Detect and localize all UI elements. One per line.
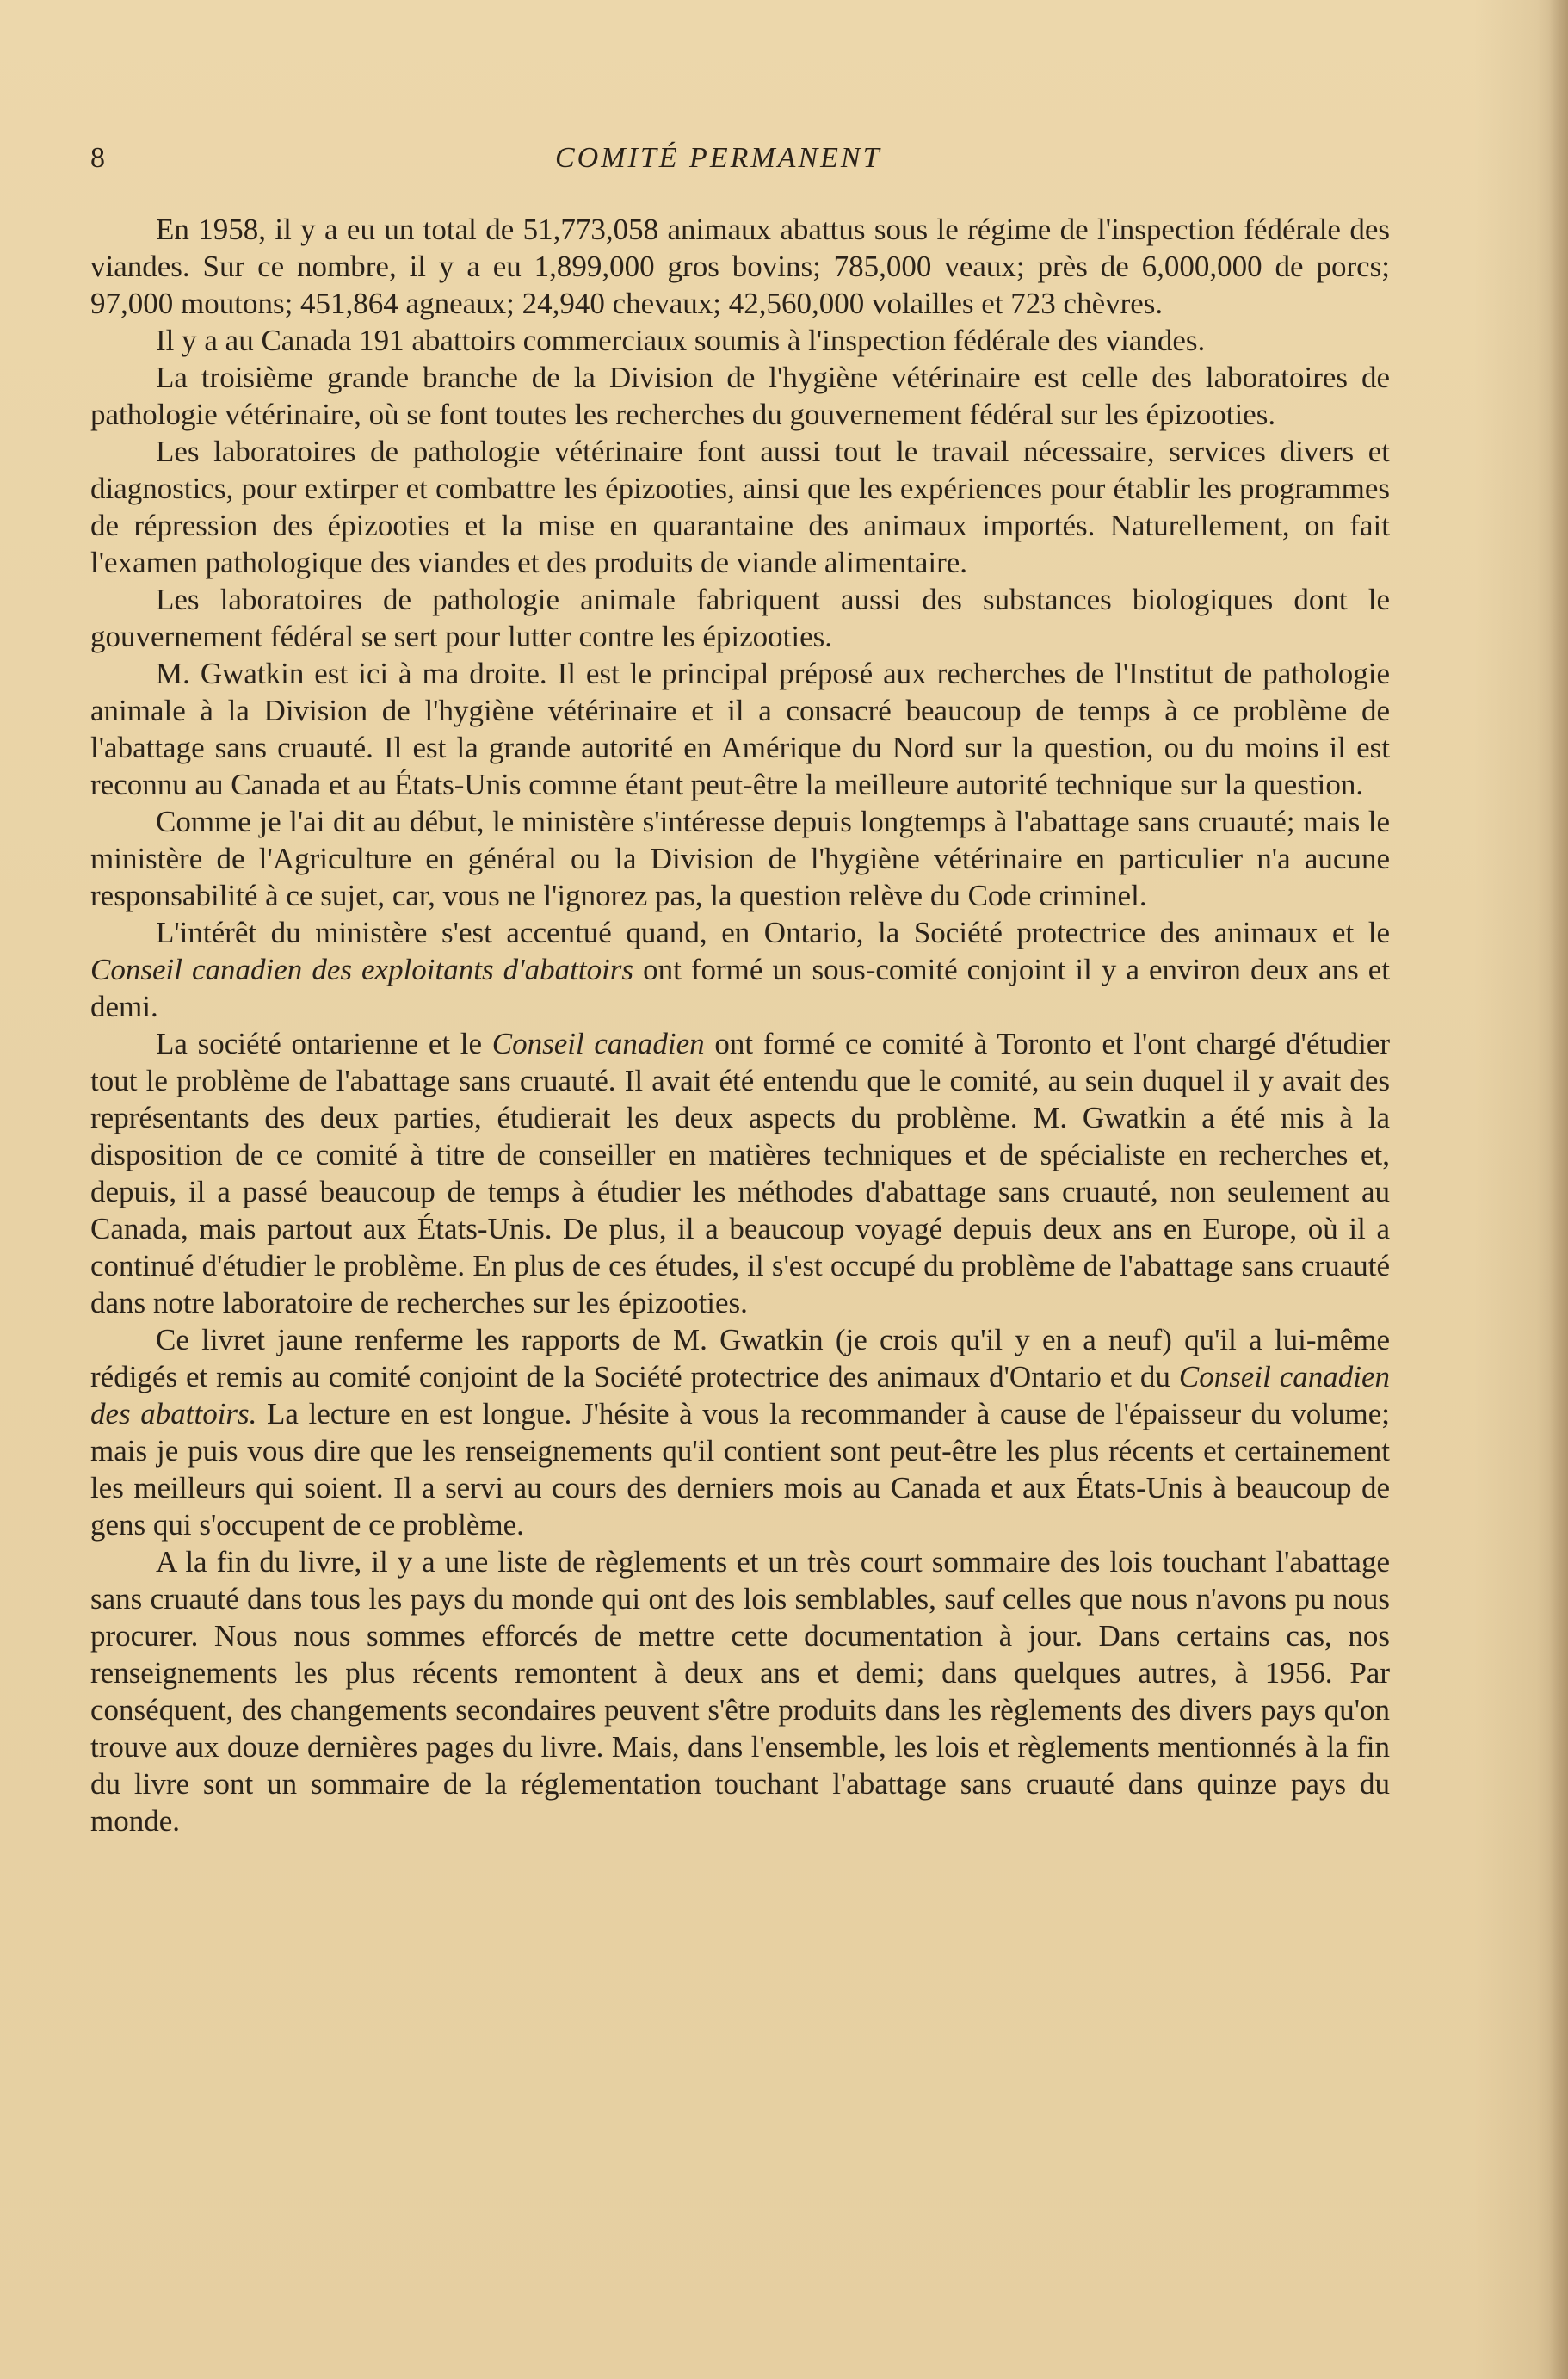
paragraph-text: Ce livret jaune renferme les rapports de M. Gwatkin (je crois qu'il y en a neuf) qu'il a lui-même rédigés et remis au comité conjoint de la Société protectrice des animaux d'Ontario et du bbox=[90, 1323, 1390, 1393]
paragraph: En 1958, il y a eu un total de 51,773,058 animaux abattus sous le régime de l'inspection fédérale des viandes. Sur ce nombre, il y a eu 1,899,000 gros bovins; 785,000 veaux; près de 6,000,000 de porcs; 97,000 moutons; 451,864 agneaux; 24,940 chevaux; 42,560,000 volailles et 723 chèvres. bbox=[90, 213, 1390, 320]
paragraph: Les laboratoires de pathologie vétérinaire font aussi tout le travail nécessaire, services divers et diagnostics, pour extirper et combattre les épizooties, ainsi que les expériences pour établir les programmes de répression des épizooties et la mise en quarantaine des animaux importés. Naturellement, on fait l'examen pathologique des viandes et des produits de viande alimentaire. bbox=[90, 435, 1390, 579]
paragraph: Il y a au Canada 191 abattoirs commerciaux soumis à l'inspection fédérale des viandes. bbox=[156, 324, 1206, 357]
paragraph bbox=[90, 914, 1390, 1025]
page-header bbox=[90, 142, 1381, 185]
paragraph bbox=[90, 1321, 1390, 1543]
paragraph-text: ont formé un sous-comité conjoint il y a environ deux ans et demi. bbox=[90, 953, 1390, 1023]
paragraph: Les laboratoires de pathologie animale fabriquent aussi des substances biologiques dont le gouvernement fédéral se sert pour lutter contre les épizooties. bbox=[90, 583, 1390, 653]
paragraph-text: La société ontarienne et le bbox=[156, 1027, 492, 1060]
paragraph-text: ont formé ce comité à Toronto et l'ont chargé d'étudier tout le problème de l'abattage sans cruauté. Il avait été entendu que le comité, au sein duquel il y avait des représentants des deux parties, étudierait les deux aspects du problème. M. Gwatkin a été mis à la disposition de ce comité à titre de conseiller en matières techniques et de spécialiste en recherches et, depuis, il a passé beaucoup de temps à étudier les méthodes d'abattage sans cruauté, non seulement au Canada, mais partout aux États-Unis. De plus, il a beaucoup voyagé depuis deux ans en Europe, où il a continué d'étudier le problème. En plus de ces études, il s'est occupé du problème de l'abattage sans cruauté dans notre laboratoire de recherches sur les épizooties. bbox=[90, 1027, 1390, 1319]
paragraph: M. Gwatkin est ici à ma droite. Il est le principal préposé aux recherches de l'Institut de pathologie animale à la Division de l'hygiène vétérinaire et il a consacré beaucoup de temps à ce problème de l'abattage sans cruauté. Il est la grande autorité en Amérique du Nord sur la question, ou du moins il est reconnu au Canada et au États-Unis comme étant peut-être la meilleure autorité technique sur la question. bbox=[90, 657, 1390, 801]
paragraph bbox=[90, 1025, 1390, 1321]
paragraph-text: L'intérêt du ministère s'est accentué quand, en Ontario, la Société protectrice des animaux et le bbox=[156, 916, 1390, 949]
paragraph: Comme je l'ai dit au début, le ministère s'intéresse depuis longtemps à l'abattage sans cruauté; mais le ministère de l'Agriculture en général ou la Division de l'hygiène vétérinaire en particulier n'a aucune responsabilité à ce sujet, car, vous ne l'ignorez pas, la question relève du Code criminel. bbox=[90, 805, 1390, 912]
page-number: 8 bbox=[90, 142, 106, 174]
paragraph: A la fin du livre, il y a une liste de règlements et un très court sommaire des lois touchant l'abattage sans cruauté dans tous les pays du monde qui ont des lois semblables, sauf celles que nous n'avons pu nous procurer. Nous nous sommes efforcés de mettre cette documentation à jour. Dans certains cas, nos renseignements les plus récents remontent à deux ans et demi; dans quelques autres, à 1956. Par conséquent, des changements secondaires peuvent s'être produits dans les règlements des divers pays qu'on trouve aux douze dernières pages du livre. Mais, dans l'ensemble, les lois et règlements mentionnés à la fin du livre sont un sommaire de la réglementation touchant l'abattage sans cruauté dans quinze pays du monde. bbox=[90, 1545, 1390, 1838]
italic-title: Conseil canadien des exploitants d'abattoirs bbox=[90, 953, 634, 986]
running-title: COMITÉ PERMANENT bbox=[555, 142, 882, 174]
italic-title: Conseil canadien des abattoirs. bbox=[90, 1360, 1390, 1430]
italic-title: Conseil canadien bbox=[491, 1027, 705, 1060]
page-edge-shadow bbox=[1549, 0, 1568, 2379]
paragraph: La troisième grande branche de la Division de l'hygiène vétérinaire est celle des laboratoires de pathologie vétérinaire, où se font toutes les recherches du gouvernement fédéral sur les épizooties. bbox=[90, 361, 1390, 431]
body-text bbox=[90, 211, 1390, 1839]
paragraph-text: La lecture en est longue. J'hésite à vous la recommander à cause de l'épaisseur du volume; mais je puis vous dire que les renseignements qu'il contient sont peut-être les plus récents et certainement les meilleurs qui soient. Il a servi au cours des derniers mois au Canada et aux États-Unis à beaucoup de gens qui s'occupent de ce problème. bbox=[90, 1397, 1390, 1542]
